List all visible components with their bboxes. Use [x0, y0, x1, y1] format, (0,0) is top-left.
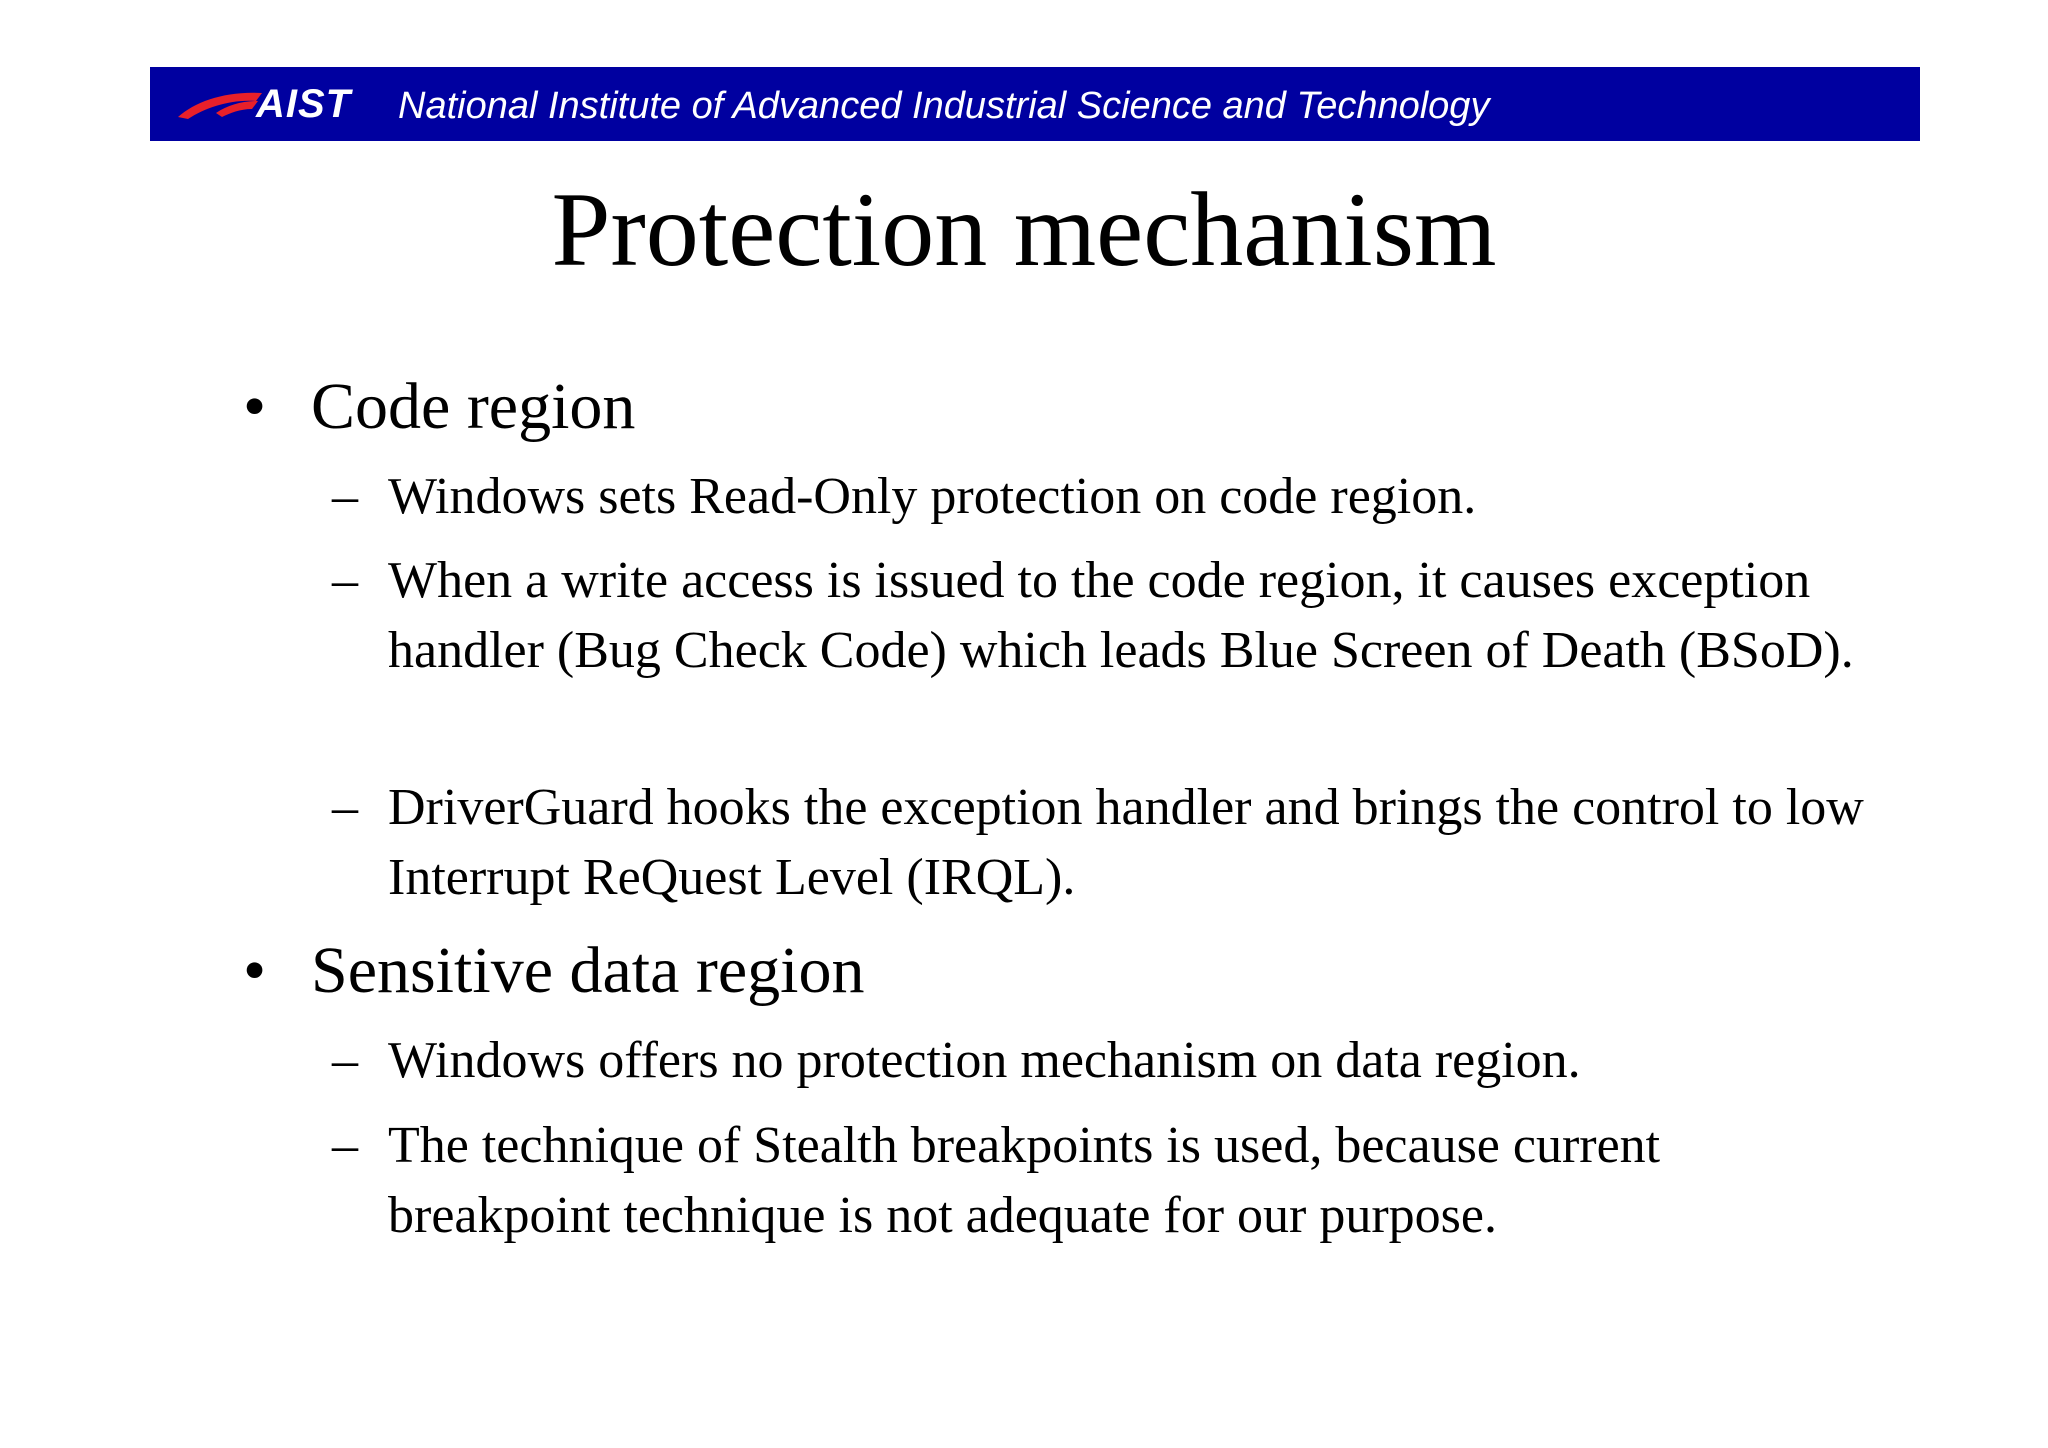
dash-mark: – — [332, 1117, 358, 1174]
sub-item-text: The technique of Stealth breakpoints is used, because current breakpoint technique is not adequate for our purpose. — [388, 1117, 1661, 1244]
sub-item-text: DriverGuard hooks the exception handler and brings the control to low Interrupt ReQuest Level (IRQL). — [388, 779, 1864, 906]
dash-mark: – — [332, 779, 358, 836]
dash-mark: – — [332, 552, 358, 609]
sub-item-text: When a write access is issued to the code region, it causes exception handler (Bug Check Code) which leads Blue Screen of Death (BSoD). — [388, 552, 1854, 679]
institute-name: National Institute of Advanced Industrial Science and Technology — [398, 85, 1490, 127]
sub-item-text: Windows sets Read-Only protection on code region. — [388, 468, 1477, 525]
logo-text: AIST — [256, 82, 352, 126]
dash-mark: – — [332, 468, 358, 525]
sub-item-text: Windows offers no protection mechanism on data region. — [388, 1032, 1581, 1089]
bullet-label: Sensitive data region — [311, 934, 865, 1007]
slide-title: Protection mechanism — [551, 171, 1497, 288]
bullet-label: Code region — [311, 370, 636, 443]
bullet-mark: • — [243, 370, 267, 443]
dash-mark: – — [332, 1032, 358, 1089]
bullet-mark: • — [243, 934, 267, 1007]
